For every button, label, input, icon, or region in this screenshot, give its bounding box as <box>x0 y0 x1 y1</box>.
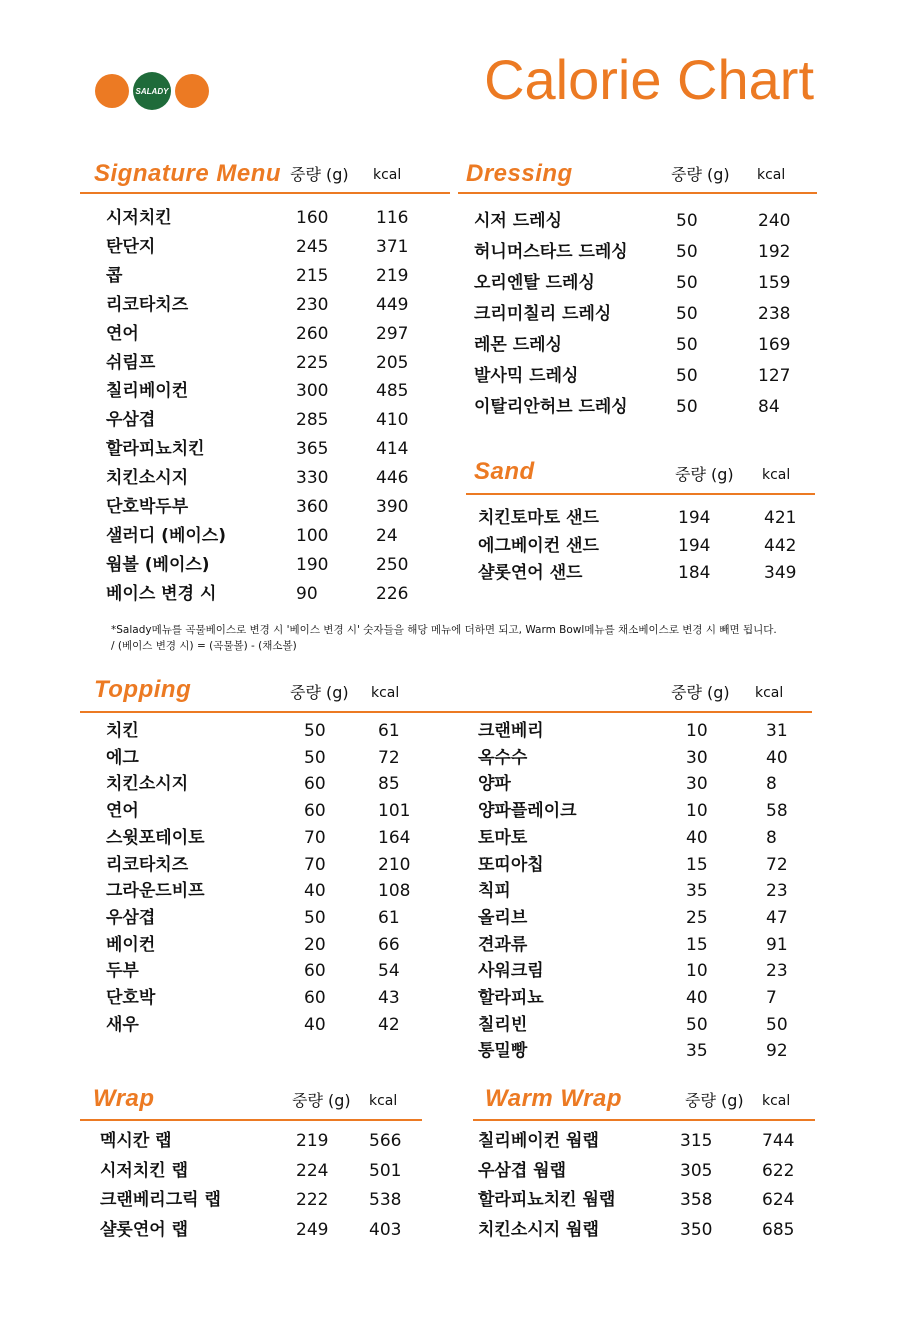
item-kcal: 238 <box>758 304 791 324</box>
item-kcal: 297 <box>376 323 409 344</box>
item-weight: 60 <box>304 774 326 795</box>
item-weight: 40 <box>686 827 708 848</box>
item-name: 할라피뇨치킨 <box>106 439 205 460</box>
item-weight: 40 <box>304 881 326 902</box>
item-name: 치킨소시지 웜랩 <box>478 1219 599 1240</box>
item-name: 올리브 <box>478 907 528 928</box>
item-kcal: 116 <box>376 208 409 228</box>
item-name: 시저 드레싱 <box>474 211 563 231</box>
item-name: 할라피뇨치킨 웜랩 <box>478 1190 616 1210</box>
item-kcal: 390 <box>376 497 409 517</box>
item-name: 새우 <box>106 1014 139 1035</box>
item-kcal: 47 <box>766 907 788 928</box>
item-name: 쉬림프 <box>106 352 156 373</box>
item-name: 칠리베이컨 웜랩 <box>478 1131 599 1151</box>
item-name: 사워크림 <box>478 961 544 982</box>
item-name: 발사믹 드레싱 <box>474 366 579 386</box>
logo-left-circle <box>95 74 129 108</box>
item-name: 샬롯연어 랩 <box>100 1219 189 1240</box>
item-name: 두부 <box>106 961 139 982</box>
item-name: 칠리베이컨 <box>106 381 189 402</box>
item-kcal: 92 <box>766 1041 788 1062</box>
item-kcal: 446 <box>376 468 409 489</box>
item-name: 레몬 드레싱 <box>474 335 563 355</box>
kcal-header: kcal <box>757 167 786 183</box>
item-weight: 10 <box>686 721 708 741</box>
logo-text: SALADY <box>135 87 169 96</box>
item-weight: 50 <box>676 273 698 293</box>
item-name: 크리미칠리 드레싱 <box>474 304 612 324</box>
item-kcal: 61 <box>378 721 400 741</box>
item-kcal: 8 <box>766 774 777 795</box>
item-weight: 245 <box>296 236 329 257</box>
item-kcal: 91 <box>766 934 788 955</box>
item-weight: 194 <box>678 508 711 528</box>
item-weight: 100 <box>296 525 329 546</box>
item-weight: 215 <box>296 265 329 286</box>
item-name: 샬롯연어 샌드 <box>478 563 583 583</box>
item-name: 양파플레이크 <box>478 801 577 822</box>
item-name: 또띠아칩 <box>478 854 544 875</box>
kcal-header: kcal <box>369 1093 398 1109</box>
section-title-sand: Sand <box>474 458 535 485</box>
item-weight: 300 <box>296 381 329 402</box>
item-kcal: 31 <box>766 721 788 741</box>
section-title-dressing: Dressing <box>466 160 573 187</box>
item-kcal: 8 <box>766 827 777 848</box>
item-weight: 50 <box>676 397 698 417</box>
item-weight: 305 <box>680 1160 713 1181</box>
item-weight: 285 <box>296 410 329 431</box>
item-kcal: 192 <box>758 242 791 262</box>
item-weight: 30 <box>686 774 708 795</box>
item-name: 양파 <box>478 774 511 795</box>
item-weight: 10 <box>686 961 708 982</box>
divider <box>466 493 815 495</box>
item-kcal: 61 <box>378 907 400 928</box>
divider <box>80 192 450 194</box>
item-weight: 219 <box>296 1131 329 1151</box>
item-name: 연어 <box>106 323 139 344</box>
item-weight: 25 <box>686 907 708 928</box>
item-name: 리코타치즈 <box>106 854 189 875</box>
item-name: 크랜베리 <box>478 721 544 741</box>
item-name: 샐러디 (베이스) <box>106 525 226 546</box>
item-weight: 20 <box>304 934 326 955</box>
item-kcal: 421 <box>764 508 797 528</box>
item-name: 그라운드비프 <box>106 881 205 902</box>
base-change-note <box>111 622 777 654</box>
weight-header: 중량 (g) <box>671 683 730 702</box>
salady-logo <box>93 70 211 112</box>
section-title-wrap: Wrap <box>93 1085 155 1112</box>
item-name: 콥 <box>106 265 123 286</box>
item-weight: 15 <box>686 934 708 955</box>
kcal-header: kcal <box>762 467 791 483</box>
item-weight: 50 <box>676 304 698 324</box>
logo-right-circle <box>175 74 209 108</box>
weight-header: 중량 (g) <box>671 165 730 184</box>
item-name: 치킨토마토 샌드 <box>478 508 599 528</box>
item-kcal: 72 <box>766 854 788 875</box>
item-weight: 365 <box>296 439 329 460</box>
item-name: 치킨소시지 <box>106 774 189 795</box>
weight-header: 중량 (g) <box>685 1091 744 1110</box>
item-name: 우삼겹 웜랩 <box>478 1160 567 1181</box>
item-kcal: 164 <box>378 827 411 848</box>
item-name: 웜볼 (베이스) <box>106 554 210 575</box>
item-weight: 225 <box>296 352 329 373</box>
kcal-header: kcal <box>755 685 784 701</box>
item-name: 오리엔탈 드레싱 <box>474 273 595 293</box>
item-kcal: 66 <box>378 934 400 955</box>
item-kcal: 349 <box>764 563 797 583</box>
weight-header: 중량 (g) <box>290 683 349 702</box>
item-name: 탄단지 <box>106 236 156 257</box>
item-kcal: 23 <box>766 881 788 902</box>
note-line-2: / (베이스 변경 시) = (곡물볼) - (채소볼) <box>111 640 297 652</box>
item-weight: 70 <box>304 854 326 875</box>
item-kcal: 566 <box>369 1131 402 1151</box>
item-weight: 222 <box>296 1190 329 1210</box>
item-kcal: 43 <box>378 988 400 1008</box>
item-weight: 60 <box>304 961 326 982</box>
item-name: 에그베이컨 샌드 <box>478 535 599 556</box>
item-weight: 315 <box>680 1131 713 1151</box>
item-weight: 10 <box>686 801 708 822</box>
item-weight: 50 <box>676 366 698 386</box>
item-kcal: 501 <box>369 1160 402 1181</box>
item-weight: 35 <box>686 1041 708 1062</box>
kcal-header: kcal <box>762 1093 791 1109</box>
item-name: 할라피뇨 <box>478 988 544 1008</box>
item-name: 시저치킨 랩 <box>100 1160 189 1181</box>
item-kcal: 414 <box>376 439 409 460</box>
item-kcal: 485 <box>376 381 409 402</box>
item-kcal: 538 <box>369 1190 402 1210</box>
item-kcal: 40 <box>766 747 788 768</box>
item-kcal: 622 <box>762 1160 795 1181</box>
item-kcal: 219 <box>376 265 409 286</box>
item-kcal: 371 <box>376 236 409 257</box>
item-kcal: 101 <box>378 801 411 822</box>
item-kcal: 85 <box>378 774 400 795</box>
kcal-header: kcal <box>371 685 400 701</box>
item-weight: 260 <box>296 323 329 344</box>
item-weight: 330 <box>296 468 329 489</box>
item-name: 치킨 <box>106 721 139 741</box>
item-weight: 90 <box>296 583 318 604</box>
item-kcal: 108 <box>378 881 411 902</box>
item-kcal: 624 <box>762 1190 795 1210</box>
item-name: 치킨소시지 <box>106 468 189 489</box>
item-name: 스윗포테이토 <box>106 827 205 848</box>
kcal-header: kcal <box>373 167 402 183</box>
item-kcal: 127 <box>758 366 791 386</box>
item-name: 허니머스타드 드레싱 <box>474 242 628 262</box>
item-weight: 40 <box>686 988 708 1008</box>
item-weight: 50 <box>304 747 326 768</box>
item-name: 단호박두부 <box>106 497 189 517</box>
item-weight: 50 <box>304 907 326 928</box>
section-title-signature: Signature Menu <box>94 160 282 187</box>
item-kcal: 23 <box>766 961 788 982</box>
item-kcal: 240 <box>758 211 791 231</box>
item-name: 멕시칸 랩 <box>100 1131 172 1151</box>
item-weight: 50 <box>676 211 698 231</box>
item-name: 연어 <box>106 801 139 822</box>
item-kcal: 205 <box>376 352 409 373</box>
item-kcal: 54 <box>378 961 400 982</box>
item-name: 베이컨 <box>106 934 156 955</box>
item-weight: 194 <box>678 535 711 556</box>
item-kcal: 7 <box>766 988 777 1008</box>
item-kcal: 42 <box>378 1014 400 1035</box>
section-title-warm-wrap: Warm Wrap <box>485 1085 622 1112</box>
item-weight: 70 <box>304 827 326 848</box>
item-name: 통밀빵 <box>478 1041 528 1062</box>
item-name: 베이스 변경 시 <box>106 583 217 604</box>
item-weight: 358 <box>680 1190 713 1210</box>
item-name: 견과류 <box>478 934 528 955</box>
item-weight: 50 <box>304 721 326 741</box>
item-name: 시저치킨 <box>106 208 172 228</box>
divider <box>80 1119 422 1121</box>
item-name: 우삼겹 <box>106 907 156 928</box>
item-kcal: 58 <box>766 801 788 822</box>
item-kcal: 403 <box>369 1219 402 1240</box>
item-kcal: 226 <box>376 583 409 604</box>
item-weight: 60 <box>304 801 326 822</box>
item-kcal: 84 <box>758 397 780 417</box>
divider <box>80 711 812 713</box>
item-weight: 160 <box>296 208 329 228</box>
item-weight: 35 <box>686 881 708 902</box>
item-weight: 50 <box>676 242 698 262</box>
item-name: 토마토 <box>478 827 528 848</box>
item-weight: 50 <box>676 335 698 355</box>
item-weight: 360 <box>296 497 329 517</box>
item-kcal: 50 <box>766 1014 788 1035</box>
item-weight: 15 <box>686 854 708 875</box>
item-kcal: 24 <box>376 525 398 546</box>
item-name: 에그 <box>106 747 139 768</box>
section-title-topping: Topping <box>94 676 192 703</box>
divider <box>473 1119 815 1121</box>
item-name: 옥수수 <box>478 747 528 768</box>
item-name: 우삼겹 <box>106 410 156 431</box>
item-kcal: 449 <box>376 294 409 315</box>
item-name: 단호박 <box>106 988 156 1008</box>
item-kcal: 744 <box>762 1131 795 1151</box>
item-kcal: 169 <box>758 335 791 355</box>
weight-header: 중량 (g) <box>675 465 734 484</box>
item-weight: 249 <box>296 1219 329 1240</box>
page-title: Calorie Chart <box>484 48 814 111</box>
item-weight: 30 <box>686 747 708 768</box>
item-kcal: 250 <box>376 554 409 575</box>
item-kcal: 72 <box>378 747 400 768</box>
item-name: 칠리빈 <box>478 1014 528 1035</box>
item-name: 칙피 <box>478 881 511 902</box>
item-name: 이탈리안허브 드레싱 <box>474 397 628 417</box>
item-kcal: 685 <box>762 1219 795 1240</box>
note-line-1: *Salady메뉴를 곡물베이스로 변경 시 '베이스 변경 시' 숫자들을 해당 메뉴에 더하면 되고, Warm Bowl메뉴를 채소베이스로 변경 시 빼면 됩니다. <box>111 624 777 636</box>
item-weight: 350 <box>680 1219 713 1240</box>
item-kcal: 159 <box>758 273 791 293</box>
item-weight: 40 <box>304 1014 326 1035</box>
item-weight: 224 <box>296 1160 329 1181</box>
item-weight: 190 <box>296 554 329 575</box>
weight-header: 중량 (g) <box>290 165 349 184</box>
item-kcal: 210 <box>378 854 411 875</box>
weight-header: 중량 (g) <box>292 1091 351 1110</box>
item-name: 리코타치즈 <box>106 294 189 315</box>
item-kcal: 442 <box>764 535 797 556</box>
item-weight: 60 <box>304 988 326 1008</box>
item-name: 크랜베리그릭 랩 <box>100 1190 221 1210</box>
divider <box>458 192 817 194</box>
item-kcal: 410 <box>376 410 409 431</box>
item-weight: 184 <box>678 563 711 583</box>
item-weight: 230 <box>296 294 329 315</box>
item-weight: 50 <box>686 1014 708 1035</box>
